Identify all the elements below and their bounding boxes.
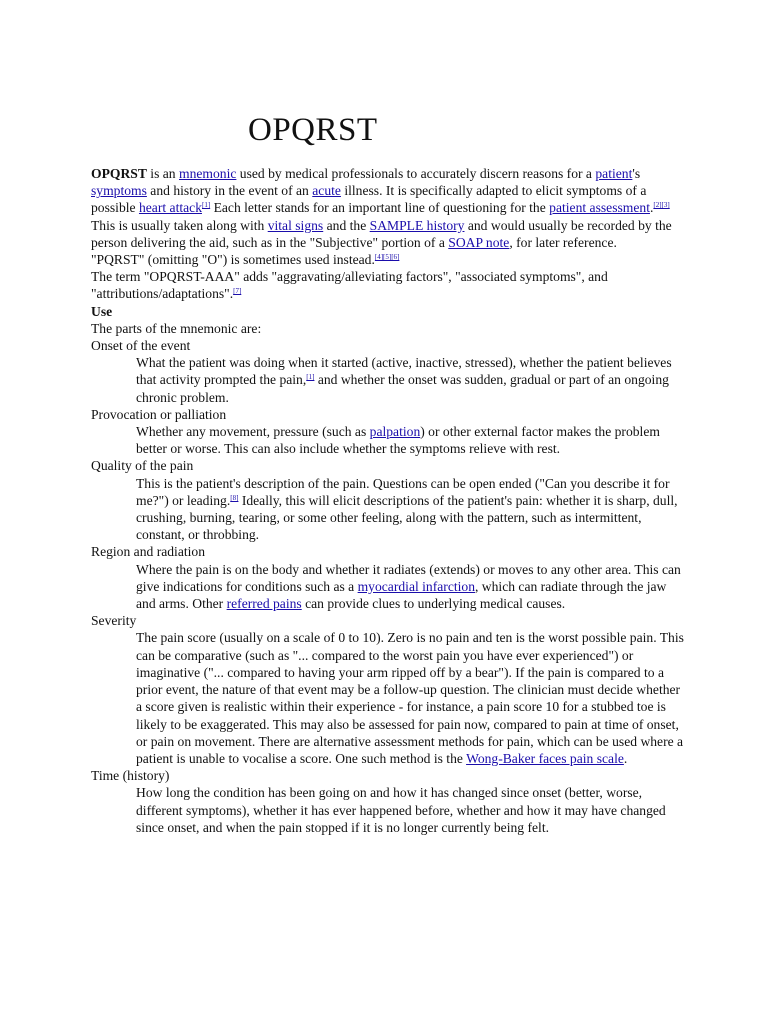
link-patient[interactable]: patient — [595, 166, 633, 181]
desc-region: Where the pain is on the body and whether it radiates (extends) or moves to any other area. This can give indications for conditions such as a myocardial infarction, which can radiate through the jaw and arms. Other referred pains can provide clues to underlying medical causes. — [136, 561, 681, 612]
aaa-paragraph: The term "OPQRST-AAA" adds "aggravating/alleviating factors", "associated symptoms", and "attributions/adaptations".[7] — [91, 269, 608, 302]
desc-time: How long the condition has been going on and how it has changed since onset (better, worse, different symptoms), whether it has ever happened before, whether and how it may have changed since onset, and when the pain stopped if it is no longer currently being felt. — [136, 785, 666, 835]
desc-provocation: Whether any movement, pressure (such as palpation) or other external factor makes the problem better or worse. This can also include whether the symptoms relieve with rest. — [136, 424, 660, 457]
term-time: Time (history) — [91, 768, 170, 784]
link-symptoms[interactable]: symptoms — [91, 183, 147, 199]
term-region: Region and radiation — [91, 544, 206, 560]
intro-term: OPQRST — [91, 166, 147, 181]
link-sample-history[interactable]: SAMPLE history — [369, 217, 465, 233]
section-heading-use: Use — [91, 303, 113, 319]
link-soap-note[interactable]: SOAP note — [448, 234, 510, 250]
ref-2-3[interactable]: [2][3] — [653, 201, 670, 210]
intro-paragraph: OPQRST is an mnemonic used by medical professionals to accurately discern reasons for a patient's symptoms and history in the event of an acute illness. It is specifically adapted to elicit symptoms of a possible heart attack[1] Each letter stands for an important line of questioning for the patient assessment.[2][3] This is usually taken along with vital signs and the SAMPLE history and would usually be recorded by the person delivering the aid, such as in the "Subjective" portion of a SOAP note, for later reference. — [91, 166, 672, 250]
link-vital-signs[interactable]: vital signs — [267, 217, 324, 233]
page-title: OPQRST — [248, 112, 378, 148]
term-onset: Onset of the event — [91, 338, 191, 354]
article-body — [91, 165, 687, 836]
use-intro: The parts of the mnemonic are: — [91, 320, 262, 336]
ref-1-onset[interactable]: [1] — [306, 373, 315, 382]
term-provocation: Provocation or palliation — [91, 406, 227, 422]
ref-7[interactable]: [7] — [233, 287, 242, 296]
link-patient-assessment[interactable]: patient assessment — [549, 200, 650, 216]
pqrst-paragraph: "PQRST" (omitting "O") is sometimes used instead.[4][5][6] — [91, 252, 400, 268]
ref-1[interactable]: [1] — [202, 201, 211, 210]
mnemonic-definition-list — [91, 337, 687, 836]
link-palpation[interactable]: palpation — [369, 424, 421, 440]
ref-8[interactable]: [8] — [230, 493, 239, 502]
desc-severity: The pain score (usually on a scale of 0 to 10). Zero is no pain and ten is the worst possible pain. This can be comparative (such as "... compared to the worst pain you have ever experienced") or imaginative ("... compared to having your arm ripped off by a bear"). If the pain is compared to a prior event, the nature of that event may be a follow-up question. The clinician must decide whether a score given is realistic within their experience - for instance, a pain score 10 for a stubbed toe is likely to be exaggerated. This may also be assessed for pain now, compared to pain at time of onset, or pain on movement. There are alternative assessment methods for pain, which can be used where a patient is unable to vocalise a score. One such method is the Wong-Baker faces pain scale. — [136, 630, 684, 766]
link-myocardial-infarction[interactable]: myocardial infarction — [357, 578, 475, 594]
desc-quality: This is the patient's description of the pain. Questions can be open ended ("Can you describe it for me?") or leading.[8] Ideally, this will elicit descriptions of the patient's pain: whether it is sharp, dull, crushing, burning, tearing, or some other feeling, along with the pattern, such as intermittent, constant, or throbbing. — [136, 475, 678, 543]
link-mnemonic[interactable]: mnemonic — [179, 166, 237, 181]
term-severity: Severity — [91, 613, 137, 629]
link-referred-pains[interactable]: referred pains — [226, 596, 302, 612]
link-wong-baker[interactable]: Wong-Baker faces pain scale — [466, 750, 624, 766]
link-heart-attack[interactable]: heart attack — [138, 200, 202, 216]
term-quality: Quality of the pain — [91, 458, 194, 474]
ref-4-5-6[interactable]: [4][5][6] — [374, 253, 400, 262]
link-acute[interactable]: acute — [312, 183, 341, 199]
desc-onset: What the patient was doing when it started (active, inactive, stressed), whether the patient believes that activity prompted the pain,[1] and whether the onset was sudden, gradual or part of an ongoing chronic problem. — [136, 355, 672, 405]
